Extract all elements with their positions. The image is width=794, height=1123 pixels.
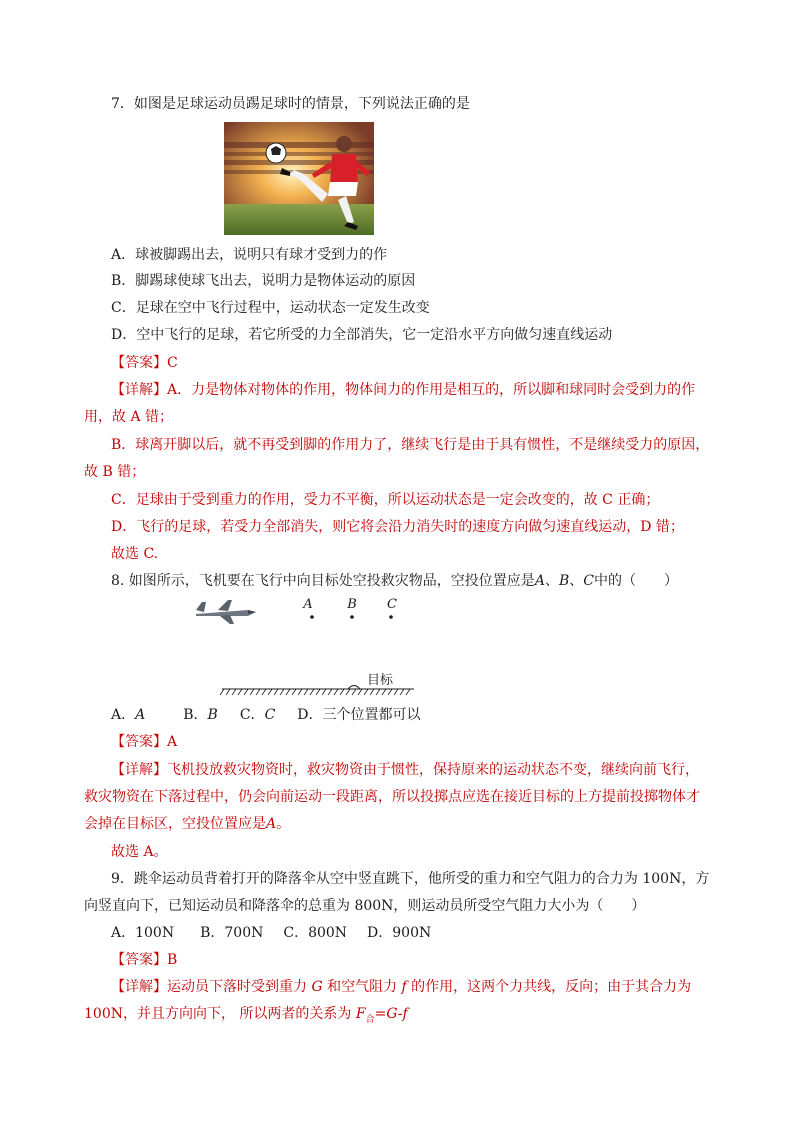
q7-detail-line-3: B．球离开脚以后，就不再受到脚的作用力了，继续飞行是由于具有惯性，不是继续受力的原因，: [111, 437, 710, 453]
q7-option-d: D．空中飞行的足球，若它所受的力全部消失，它一定沿水平方向做匀速直线运动: [111, 327, 613, 343]
q8-option-d: D．三个位置都可以: [297, 707, 421, 723]
q8-stem-sep: 、: [544, 573, 559, 589]
q7-option-c: C．足球在空中飞行过程中，运动状态一定发生改变: [111, 300, 430, 316]
airplane-icon: [196, 600, 256, 624]
q7-detail-line-2: 用，故 A 错；: [84, 409, 174, 425]
q7-option-b: B．脚踢球使球飞出去，说明力是物体运动的原因: [111, 273, 416, 289]
target-marker: [348, 686, 360, 690]
q8-stem-text: 8. 如图所示，飞机要在飞行中向目标处空投救灾物品，空投位置应是: [111, 573, 535, 589]
q7-detail-line-4: 故 B 错；: [84, 464, 146, 480]
q9-option-a: A．100N: [111, 925, 175, 941]
q9-option-c: C．800N: [283, 925, 348, 941]
q8-detail-line-1: [111, 760, 699, 780]
answer-tag: 【答案】: [111, 355, 167, 371]
q7-stem: 7．如图是足球运动员踢足球时的情景，下列说法正确的是: [111, 96, 470, 112]
answer-value: B: [167, 952, 178, 968]
q9-detail-line-1: 【详解】运动员下落时受到重力 G 和空气阻力 f 的作用，这两个力共线，反向；由于其合力为: [111, 979, 692, 995]
q8-detail-line-3: 会掉在目标区，空投位置应是A。: [84, 816, 291, 832]
answer-value: C: [167, 355, 178, 371]
label-a: A: [303, 597, 313, 612]
q8-stem: [111, 571, 678, 591]
q7-option-a: A．球被脚踢出去，说明只有球才受到力的作: [111, 247, 388, 263]
q8-answer: [111, 732, 177, 752]
answer-tag: 【答案】: [111, 952, 167, 968]
q7-detail-line-5: C．足球由于受到重力的作用，受力不平衡，所以运动状态是一定会改变的，故 C 正确；: [111, 492, 660, 508]
airdrop-diagram: [190, 592, 430, 702]
q8-option-c: C．C: [239, 707, 276, 723]
q7-conclusion: 故选 C.: [111, 546, 159, 562]
q7-answer: [111, 353, 178, 373]
q8-stem-c: C: [583, 573, 594, 589]
point-a: [310, 615, 314, 619]
q8-detail-line-2: 救灾物资在下落过程中，仍会向前运动一段距离，所以投掷点应选在接近目标的上方提前投掷物体才: [84, 789, 700, 805]
q9-option-b: B．700N: [200, 925, 264, 941]
q8-conclusion: 故选 A。: [111, 844, 168, 860]
q7-detail-line-1: [111, 380, 695, 400]
q8-stem-b: B: [558, 573, 570, 589]
detail-tag: 【详解】: [111, 762, 167, 778]
detail-tag: 【详解】: [111, 979, 167, 995]
football-kick-photo: [224, 122, 374, 235]
label-b: B: [347, 597, 357, 612]
answer-tag: 【答案】: [111, 734, 167, 750]
label-target: 目标: [366, 673, 394, 688]
label-c: C: [387, 597, 397, 612]
q7-detail-line-6: D．飞行的足球，若受力全部消失，则它将会沿力消失时的速度方向做匀速直线运动，D 错；: [111, 519, 684, 535]
q8-stem-a: A: [534, 573, 545, 589]
detail-text: A．力是物体对物体的作用，物体间力的作用是相互的，所以脚和球同时会受到力的作: [167, 382, 696, 398]
q8-option-b: B．B: [183, 707, 218, 723]
q8-options: [111, 705, 421, 725]
answer-value: A: [167, 734, 178, 750]
detail-tag: 【详解】: [111, 382, 167, 398]
q9-answer: [111, 950, 177, 970]
q9-options: [111, 923, 431, 943]
q9-stem-line-2: 向竖直向下，已知运动员和降落伞的总重为 800N，则运动员所受空气阻力大小为（ ）: [84, 898, 646, 914]
q9-option-d: D．900N: [367, 925, 432, 941]
detail-text: 飞机投放救灾物资时，救灾物资由于惯性，保持原来的运动状态不变，继续向前飞行，: [167, 762, 699, 778]
point-b: [350, 615, 354, 619]
point-c: [389, 615, 393, 619]
q8-stem-tail: 中的（ ）: [593, 573, 678, 589]
q8-option-a: A．A: [111, 707, 146, 723]
q8-stem-sep: 、: [569, 573, 584, 589]
q9-stem-line-1: 9．跳伞运动员背着打开的降落伞从空中竖直跳下，他所受的重力和空气阻力的合力为 100N，方: [111, 871, 710, 887]
q9-detail-line-2: 100N，并且方向向下， 所以两者的关系为 $F_合=G-f$: [84, 1006, 408, 1025]
